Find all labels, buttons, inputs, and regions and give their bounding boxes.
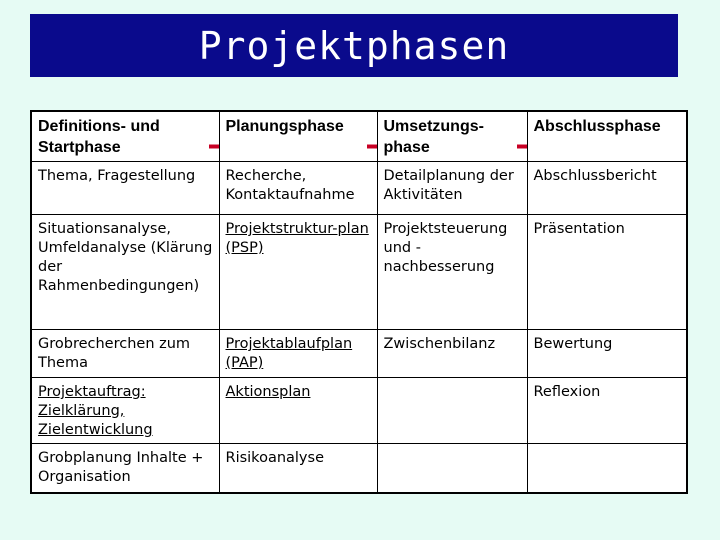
table-cell [377,444,527,494]
table-cell: Projektsteuerung und - nachbesserung [377,215,527,330]
slide-title: Projektphasen [198,23,510,68]
phases-table [30,110,688,494]
table-cell: Grobrecherchen zum Thema [31,330,219,378]
arrow-right-icon [367,142,378,151]
table-row [31,162,687,215]
table-cell [527,444,687,494]
table-row [31,378,687,444]
header-cell-closing-phase: Abschlussphase [527,111,687,162]
table-cell: Bewertung [527,330,687,378]
table-cell: Thema, Fragestellung [31,162,219,215]
slide-title-bar [30,14,678,77]
table-cell [377,378,527,444]
table-cell: Abschlussbericht [527,162,687,215]
table-cell: Detailplanung der Aktivitäten [377,162,527,215]
table-row [31,444,687,494]
table-cell: Reflexion [527,378,687,444]
table-cell: Projektablaufplan (PAP) [219,330,377,378]
table-cell: Projektstruktur-plan (PSP) [219,215,377,330]
header-cell-planning-phase: Planungsphase [219,111,377,162]
table-cell: Situationsanalyse, Umfeldanalyse (Klärung der Rahmenbedingungen) [31,215,219,330]
arrow-right-icon [209,142,220,151]
header-cell-implementation-phase: Umsetzungs-phase [377,111,527,162]
table-cell: Zwischenbilanz [377,330,527,378]
arrow-right-icon [517,142,528,151]
phases-table-container [30,110,684,490]
table-header-row [31,111,687,162]
table-cell: Projektauftrag: Zielklärung, Zielentwicklung [31,378,219,444]
table-cell: Recherche, Kontaktaufnahme [219,162,377,215]
table-cell: Risikoanalyse [219,444,377,494]
table-cell: Präsentation [527,215,687,330]
table-row [31,215,687,330]
table-cell: Aktionsplan [219,378,377,444]
table-row [31,330,687,378]
header-cell-definition-phase: Definitions- und Startphase [31,111,219,162]
table-cell: Grobplanung Inhalte + Organisation [31,444,219,494]
